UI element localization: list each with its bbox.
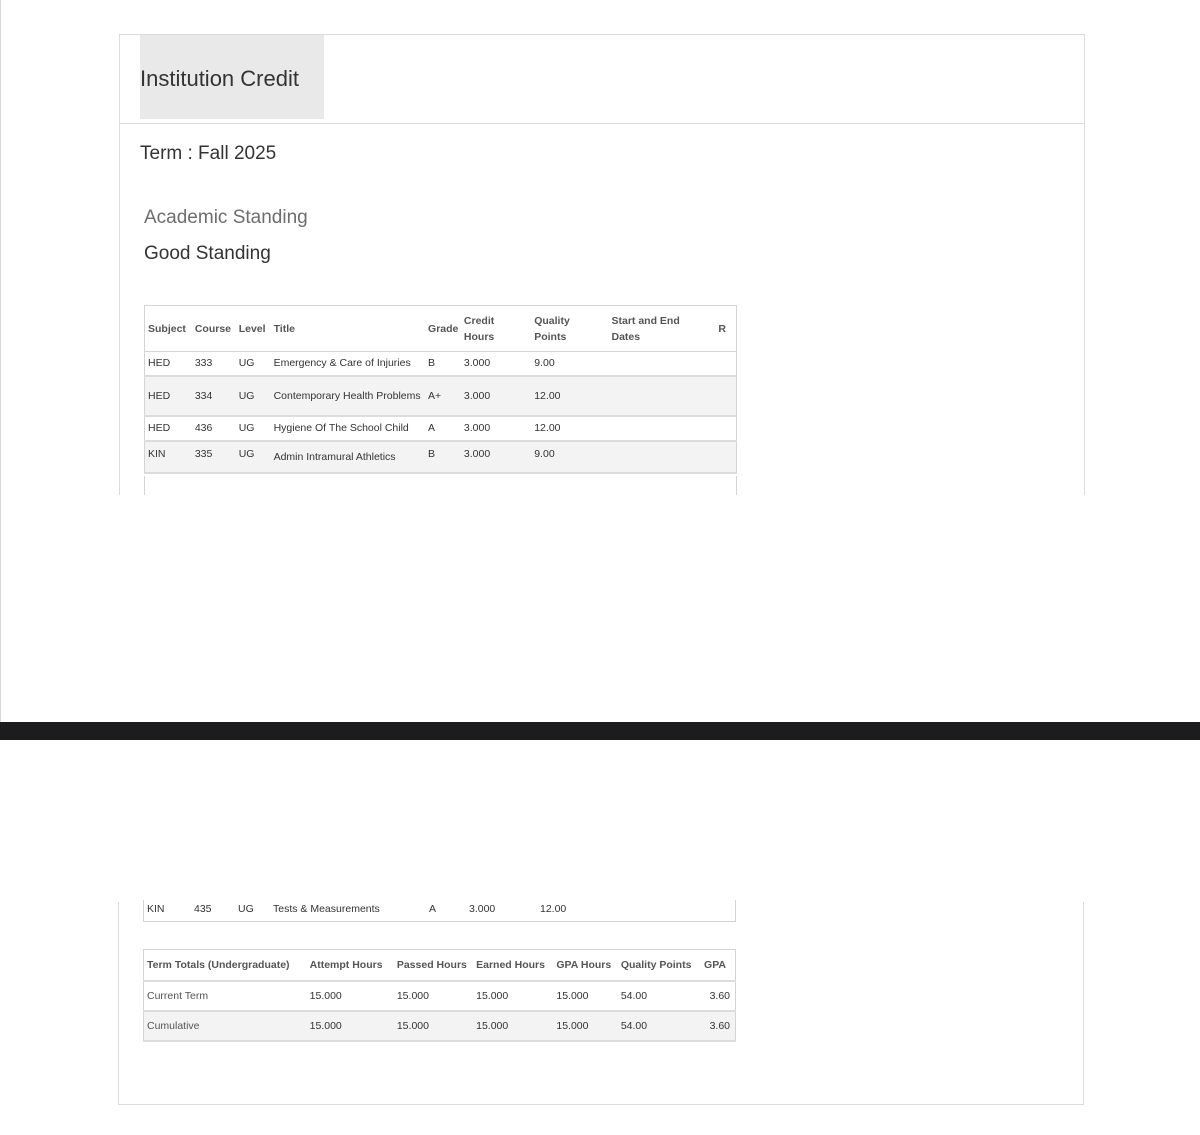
cell-credit-hours: 3.000 [463, 357, 491, 370]
cell-dates [611, 441, 708, 473]
header-gpa: GPA [704, 950, 735, 982]
totals-passed: 15.000 [397, 1011, 476, 1041]
cell-grade: B [428, 357, 436, 370]
cell-title: Emergency & Care of Injuries [273, 357, 411, 370]
term-totals-table [143, 949, 736, 1042]
header-passed-hours: Passed Hours [397, 950, 476, 982]
cell-grade: A [429, 903, 437, 915]
totals-earned: 15.000 [476, 981, 556, 1011]
header-term-totals: Term Totals (Undergraduate) [144, 950, 310, 982]
table-row [145, 416, 737, 441]
cell-title: Tests & Measurements [273, 903, 380, 915]
header-credit-hours-line2: Hours [463, 330, 495, 343]
course-table [144, 305, 737, 474]
header-gpa-hours: GPA Hours [556, 950, 620, 982]
cell-dates [611, 352, 708, 376]
cell-grade: A [428, 422, 436, 434]
cell-title: Admin Intramural Athletics [273, 450, 396, 463]
cell-dates [611, 376, 708, 416]
table-row [143, 900, 736, 922]
cell-quality-points: 9.00 [534, 447, 555, 460]
page-title: Institution Credit [140, 66, 299, 91]
cell-subject: KIN [147, 903, 165, 915]
cell-quality-points: 9.00 [534, 357, 555, 370]
cell-r [708, 352, 736, 376]
cell-grade: B [428, 447, 436, 460]
term-label: Term : Fall 2025 [140, 143, 277, 164]
totals-attempt: 15.000 [310, 981, 397, 1011]
header-quality-points-line2: Points [534, 330, 567, 343]
totals-quality-points: 54.00 [621, 1011, 704, 1041]
cell-subject: HED [148, 389, 171, 402]
table-row [145, 441, 737, 473]
cell-subject: HED [148, 422, 171, 434]
cell-course: 334 [194, 389, 213, 402]
bottom-screenshot-pane [0, 740, 1200, 1135]
cell-credit-hours: 3.000 [463, 389, 491, 402]
cell-subject: HED [148, 357, 171, 370]
cell-level: UG [238, 357, 255, 370]
header-subject[interactable]: Subject [148, 322, 186, 335]
cell-title: Contemporary Health Problems [273, 389, 421, 402]
header-credit-hours-line1: Credit [463, 314, 495, 327]
header-r[interactable]: R [718, 322, 726, 335]
header-grade[interactable]: Grade [428, 322, 459, 335]
totals-gpa: 3.60 [704, 1011, 735, 1041]
cell-quality-points: 12.00 [534, 422, 561, 434]
totals-attempt: 15.000 [310, 1011, 397, 1041]
header-start-end-dates[interactable] [611, 306, 708, 352]
cell-level: UG [238, 389, 255, 402]
header-quality-points: Quality Points [621, 950, 704, 982]
cell-grade: A+ [428, 389, 442, 402]
header-title[interactable]: Title [273, 322, 295, 335]
cell-quality-points: 12.00 [540, 903, 567, 915]
totals-label: Cumulative [144, 1011, 310, 1041]
totals-row-cumulative [144, 1011, 736, 1041]
cell-level: UG [238, 447, 255, 460]
cell-credit-hours: 3.000 [463, 422, 491, 434]
page-title-box [140, 35, 324, 119]
academic-standing-label: Academic Standing [144, 207, 308, 228]
cell-credit-hours: 3.000 [469, 903, 496, 915]
table-row [145, 352, 737, 376]
cell-course: 333 [194, 357, 213, 370]
totals-earned: 15.000 [476, 1011, 556, 1041]
totals-gpa: 3.60 [704, 981, 735, 1011]
cell-level: UG [238, 422, 255, 434]
header-quality-points-line1: Quality [534, 314, 570, 327]
screenshot-divider [0, 722, 1200, 740]
totals-label: Current Term [144, 981, 310, 1011]
header-course[interactable]: Course [194, 322, 232, 335]
academic-standing-value: Good Standing [144, 243, 271, 264]
card-header [120, 35, 1084, 124]
header-level[interactable]: Level [238, 322, 266, 335]
header-dates-line1: Start and End [611, 314, 680, 327]
cell-course: 435 [194, 903, 212, 915]
header-quality-points[interactable] [534, 306, 611, 352]
header-attempt-hours: Attempt Hours [310, 950, 397, 982]
header-dates-line2: Dates [611, 330, 641, 343]
totals-row-current-term [144, 981, 736, 1011]
totals-gpa-hours: 15.000 [556, 1011, 620, 1041]
header-earned-hours: Earned Hours [476, 950, 556, 982]
cell-title: Hygiene Of The School Child [273, 422, 409, 434]
totals-gpa-hours: 15.000 [556, 981, 620, 1011]
cell-r [708, 441, 736, 473]
totals-passed: 15.000 [397, 981, 476, 1011]
header-credit-hours[interactable] [464, 306, 534, 352]
cell-course: 436 [194, 422, 213, 434]
cell-subject: KIN [148, 447, 166, 460]
cell-quality-points: 12.00 [534, 389, 561, 402]
cell-r [708, 376, 736, 416]
cell-course: 335 [194, 447, 213, 460]
cell-level: UG [238, 903, 254, 915]
cell-r [708, 416, 736, 441]
totals-header [144, 950, 736, 982]
table-row [145, 376, 737, 416]
cell-dates [611, 416, 708, 441]
course-table-header [145, 306, 737, 352]
cell-credit-hours: 3.000 [463, 447, 491, 460]
totals-quality-points: 54.00 [621, 981, 704, 1011]
table-continuation [144, 476, 737, 495]
